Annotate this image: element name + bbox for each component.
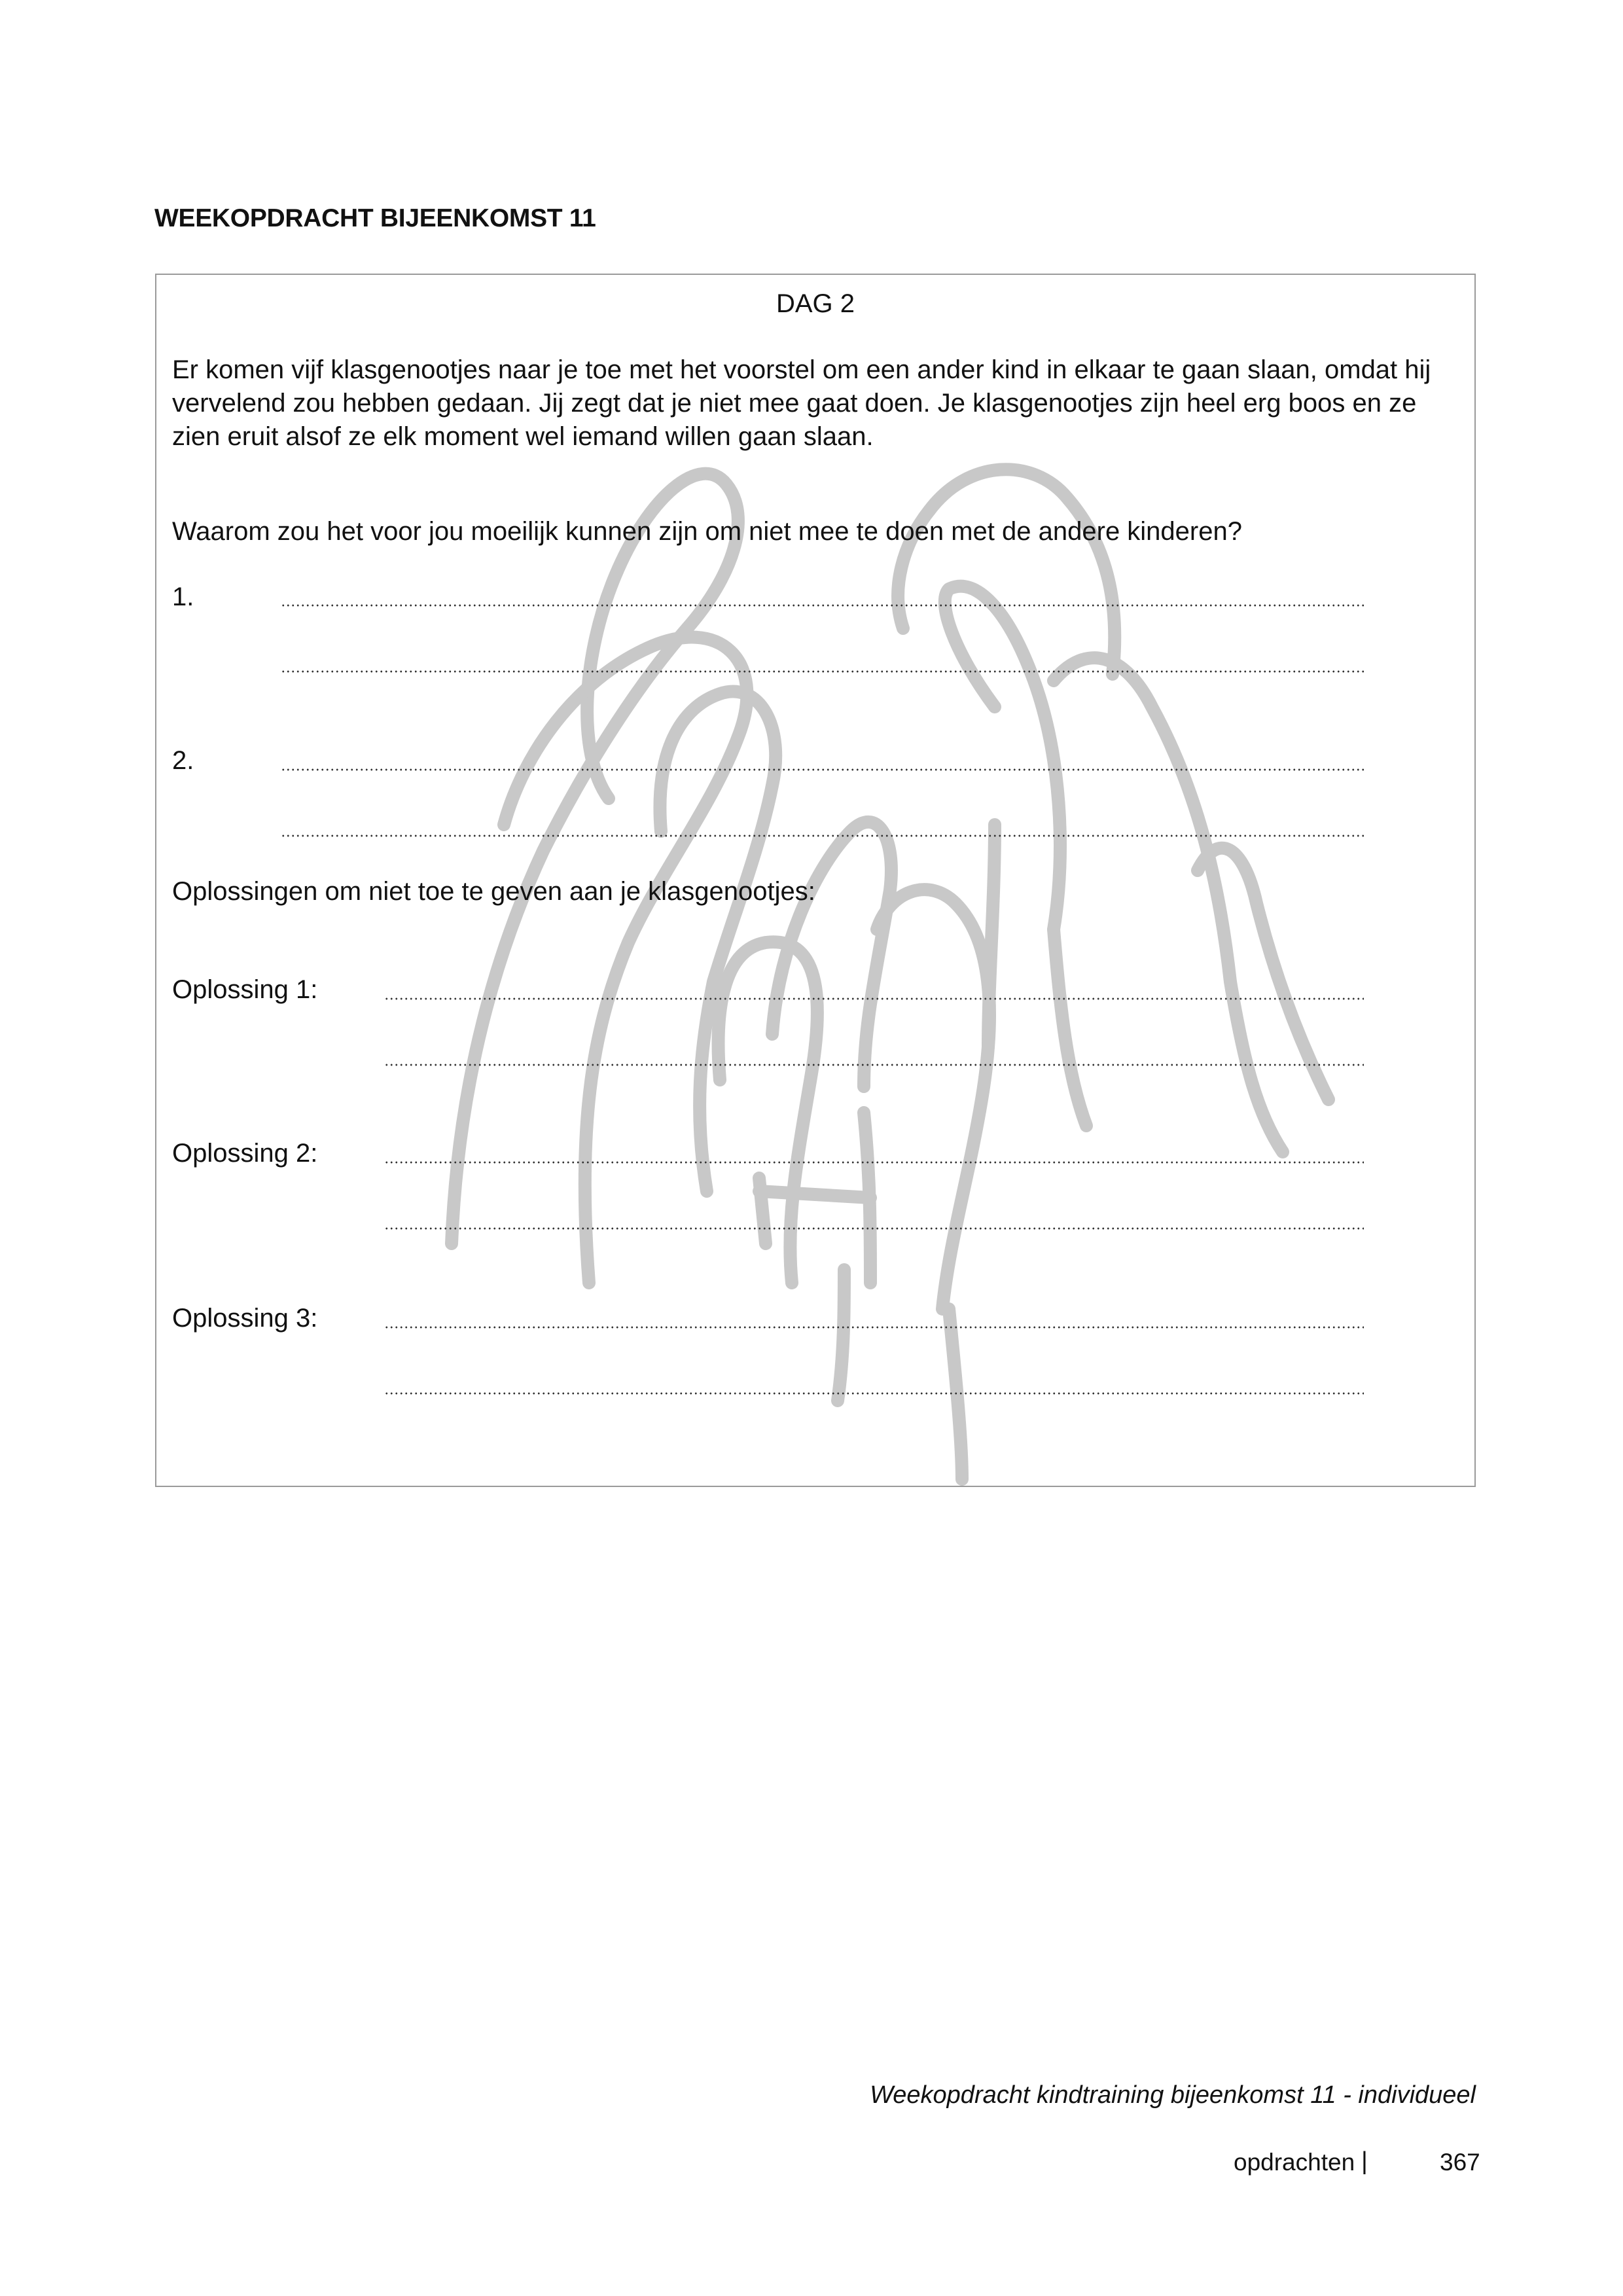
page-heading: WEEKOPDRACHT BIJEENKOMST 11: [154, 204, 596, 232]
day-title: DAG 2: [776, 289, 855, 318]
question-text: Waarom zou het voor jou moeilijk kunnen zijn om niet mee te doen met de andere kinderen?: [172, 517, 1242, 546]
answer-1-line-2[interactable]: [281, 670, 1364, 673]
answer-label-1: 1.: [172, 583, 194, 611]
solution-3-line-2[interactable]: [384, 1392, 1364, 1395]
solution-1-line-2[interactable]: [384, 1064, 1364, 1066]
footer-title: Weekopdracht kindtraining bijeenkomst 11 - individueel: [870, 2081, 1476, 2109]
solution-label-2: Oplossing 2:: [172, 1139, 318, 1168]
solution-label-3: Oplossing 3:: [172, 1304, 318, 1333]
footer-separator: |: [1361, 2147, 1368, 2175]
intro-text: Er komen vijf klasgenootjes naar je toe met het voorstel om een ander kind in elkaar te gaan slaan, omdat hij vervelend zou hebben gedaan. Jij zegt dat je niet mee gaat doen. Je klasgenootjes zijn heel erg boos en ze zien eruit alsof ze elk moment wel iemand willen gaan slaan.: [172, 355, 1431, 451]
solution-3-line-1[interactable]: [384, 1326, 1364, 1329]
solution-2-line-1[interactable]: [384, 1161, 1364, 1164]
solution-1-line-1[interactable]: [384, 997, 1364, 1000]
assignment-box: [155, 274, 1476, 1487]
solution-2-line-2[interactable]: [384, 1227, 1364, 1230]
solution-label-1: Oplossing 1:: [172, 975, 318, 1004]
solutions-heading: Oplossingen om niet toe te geven aan je klasgenootjes:: [172, 877, 815, 906]
answer-label-2: 2.: [172, 746, 194, 775]
answer-2-line-1[interactable]: [281, 768, 1364, 771]
answer-2-line-2[interactable]: [281, 834, 1364, 837]
footer-section: opdrachten: [1234, 2149, 1355, 2176]
page-number: 367: [1440, 2149, 1480, 2176]
answer-1-line-1[interactable]: [281, 604, 1364, 607]
